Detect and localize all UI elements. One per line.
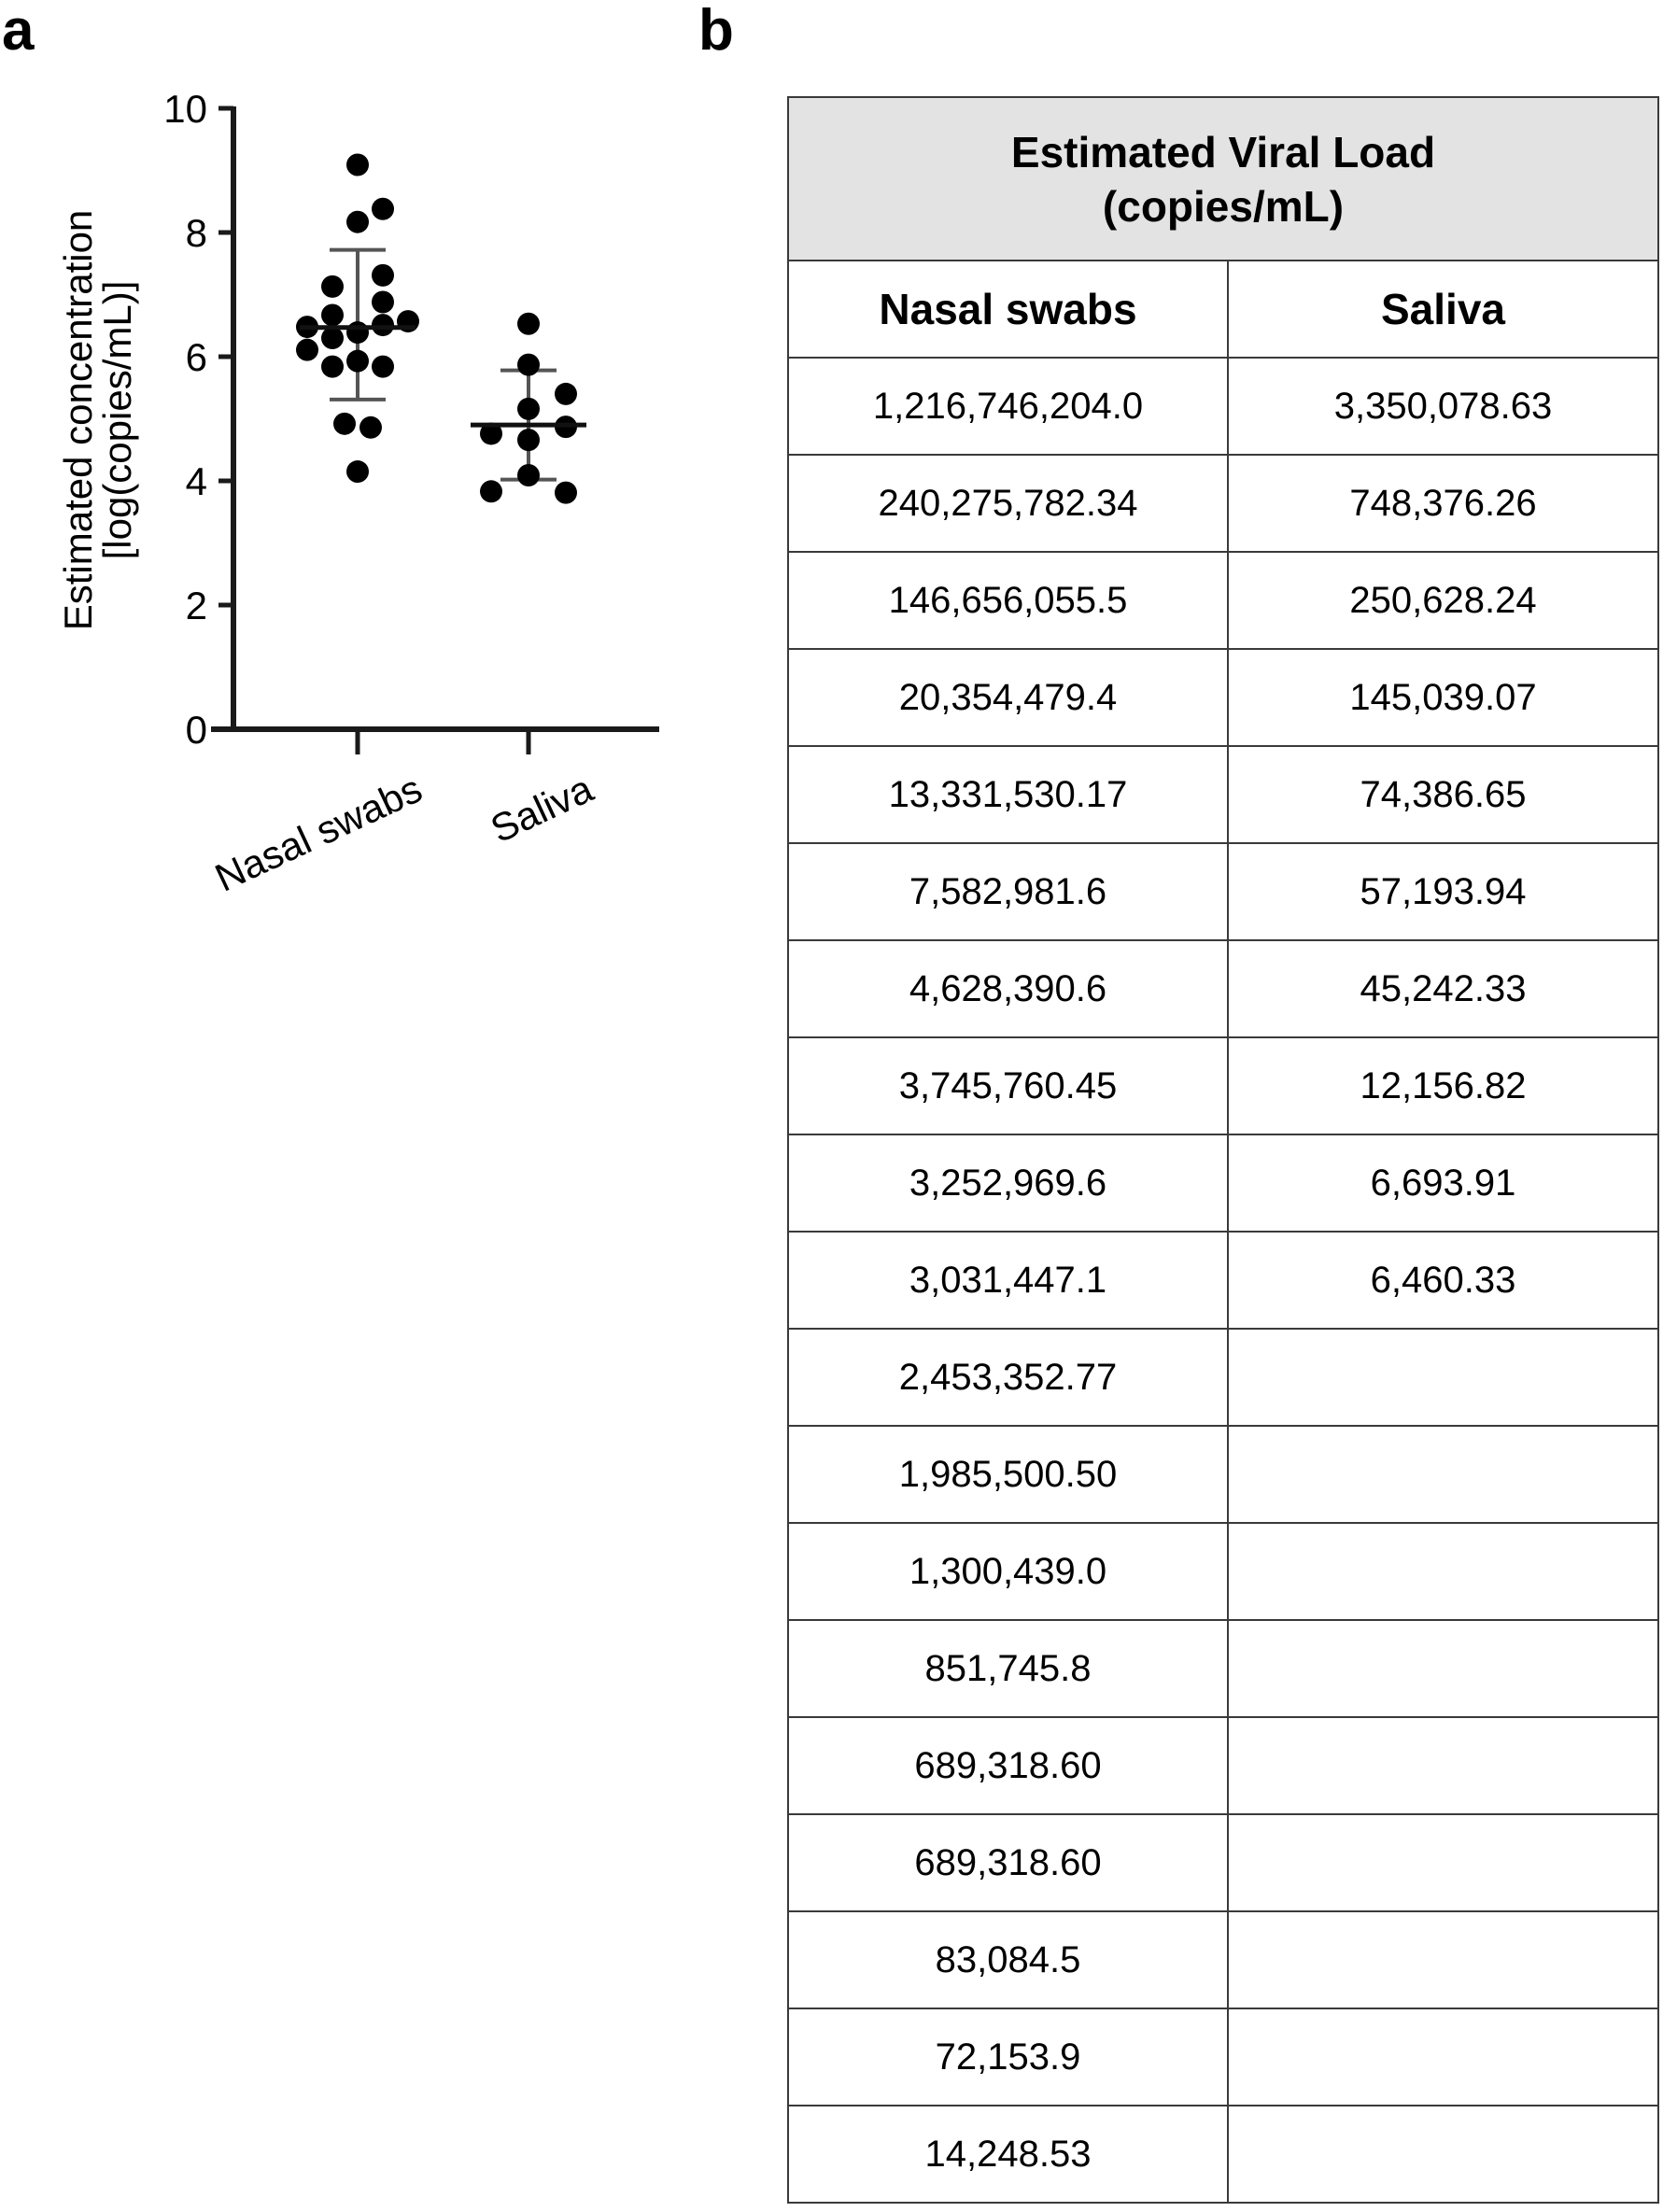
table-title-line2: (copies/mL)	[1102, 181, 1345, 231]
dot-plot-chart	[0, 0, 691, 943]
cell-nasal-swabs: 1,985,500.50	[788, 1426, 1228, 1523]
cell-saliva	[1228, 2008, 1658, 2106]
data-point	[517, 354, 540, 376]
table-row	[788, 940, 1658, 1037]
cell-saliva: 3,350,078.63	[1228, 358, 1658, 455]
cell-saliva: 6,460.33	[1228, 1232, 1658, 1329]
table-row	[788, 552, 1658, 649]
data-point	[333, 413, 356, 435]
data-point	[517, 398, 540, 420]
table-row	[788, 2106, 1658, 2203]
cell-saliva	[1228, 1329, 1658, 1426]
panel-label-b: b	[698, 0, 734, 63]
cell-nasal-swabs: 3,252,969.6	[788, 1134, 1228, 1232]
y-tick-label: 2	[185, 584, 207, 627]
table-title-line1: Estimated Viral Load	[1010, 127, 1436, 176]
cell-saliva: 12,156.82	[1228, 1037, 1658, 1134]
data-point	[372, 198, 394, 220]
table-row	[788, 1134, 1658, 1232]
y-tick-label: 6	[185, 335, 207, 379]
table-row	[788, 649, 1658, 746]
data-point	[346, 460, 369, 483]
table-row	[788, 1232, 1658, 1329]
table-body	[788, 358, 1658, 2203]
y-axis-label-line2: [log(copies/mL)]	[95, 280, 139, 560]
x-tick-label: Nasal swabs	[208, 766, 429, 900]
table-title	[788, 97, 1658, 261]
data-point	[359, 416, 382, 439]
data-point	[296, 339, 318, 361]
data-points	[296, 154, 586, 504]
y-tick-label: 10	[163, 87, 207, 131]
table-row	[788, 1426, 1658, 1523]
table-row	[788, 1329, 1658, 1426]
table-row	[788, 358, 1658, 455]
cell-saliva	[1228, 1426, 1658, 1523]
cell-saliva: 57,193.94	[1228, 843, 1658, 940]
y-tick-label: 4	[185, 459, 207, 503]
cell-saliva	[1228, 1911, 1658, 2008]
column-header-saliva: Saliva	[1228, 261, 1658, 358]
cell-saliva	[1228, 1620, 1658, 1717]
y-tick-label: 0	[185, 708, 207, 752]
cell-nasal-swabs: 13,331,530.17	[788, 746, 1228, 843]
cell-nasal-swabs: 83,084.5	[788, 1911, 1228, 2008]
table-row	[788, 1620, 1658, 1717]
cell-nasal-swabs: 7,582,981.6	[788, 843, 1228, 940]
cell-saliva: 45,242.33	[1228, 940, 1658, 1037]
data-point	[346, 321, 369, 344]
cell-nasal-swabs: 3,745,760.45	[788, 1037, 1228, 1134]
data-point	[517, 429, 540, 451]
data-point	[321, 275, 344, 298]
data-point	[372, 314, 394, 336]
table-row	[788, 1717, 1658, 1814]
table-row	[788, 746, 1658, 843]
cell-saliva	[1228, 1717, 1658, 1814]
data-point	[346, 154, 369, 176]
cell-nasal-swabs: 689,318.60	[788, 1814, 1228, 1911]
data-point	[372, 356, 394, 378]
cell-saliva	[1228, 2106, 1658, 2203]
cell-nasal-swabs: 3,031,447.1	[788, 1232, 1228, 1329]
table-row	[788, 2008, 1658, 2106]
x-axis-ticks	[208, 729, 599, 900]
table-row	[788, 455, 1658, 552]
table-row	[788, 1814, 1658, 1911]
table-row	[788, 1911, 1658, 2008]
viral-load-table	[787, 96, 1659, 2204]
cell-saliva: 748,376.26	[1228, 455, 1658, 552]
cell-nasal-swabs: 72,153.9	[788, 2008, 1228, 2106]
x-tick-label: Saliva	[484, 766, 599, 852]
cell-nasal-swabs: 20,354,479.4	[788, 649, 1228, 746]
cell-nasal-swabs: 146,656,055.5	[788, 552, 1228, 649]
cell-nasal-swabs: 689,318.60	[788, 1717, 1228, 1814]
cell-nasal-swabs: 4,628,390.6	[788, 940, 1228, 1037]
cell-saliva: 145,039.07	[1228, 649, 1658, 746]
cell-nasal-swabs: 1,216,746,204.0	[788, 358, 1228, 455]
cell-nasal-swabs: 851,745.8	[788, 1620, 1228, 1717]
y-axis-label	[56, 210, 139, 631]
data-point	[321, 327, 344, 349]
table-row	[788, 1523, 1658, 1620]
data-point	[321, 356, 344, 378]
cell-nasal-swabs: 240,275,782.34	[788, 455, 1228, 552]
table-row	[788, 1037, 1658, 1134]
cell-nasal-swabs: 14,248.53	[788, 2106, 1228, 2203]
data-point	[372, 290, 394, 313]
data-point	[517, 313, 540, 335]
data-point	[555, 383, 577, 405]
data-point	[321, 303, 344, 326]
y-axis-label-line1: Estimated concentration	[56, 209, 100, 631]
table-row	[788, 843, 1658, 940]
column-header-nasal-swabs: Nasal swabs	[788, 261, 1228, 358]
cell-saliva: 74,386.65	[1228, 746, 1658, 843]
data-point	[480, 480, 502, 502]
data-point	[346, 350, 369, 373]
y-axis-ticks	[163, 87, 233, 752]
y-tick-label: 8	[185, 211, 207, 255]
data-point	[517, 464, 540, 486]
cell-nasal-swabs: 1,300,439.0	[788, 1523, 1228, 1620]
panel-label-a: a	[2, 0, 35, 63]
data-point	[555, 482, 577, 504]
cell-saliva	[1228, 1814, 1658, 1911]
cell-saliva: 250,628.24	[1228, 552, 1658, 649]
cell-saliva	[1228, 1523, 1658, 1620]
cell-saliva: 6,693.91	[1228, 1134, 1658, 1232]
data-point	[372, 264, 394, 287]
data-point	[346, 211, 369, 233]
cell-nasal-swabs: 2,453,352.77	[788, 1329, 1228, 1426]
